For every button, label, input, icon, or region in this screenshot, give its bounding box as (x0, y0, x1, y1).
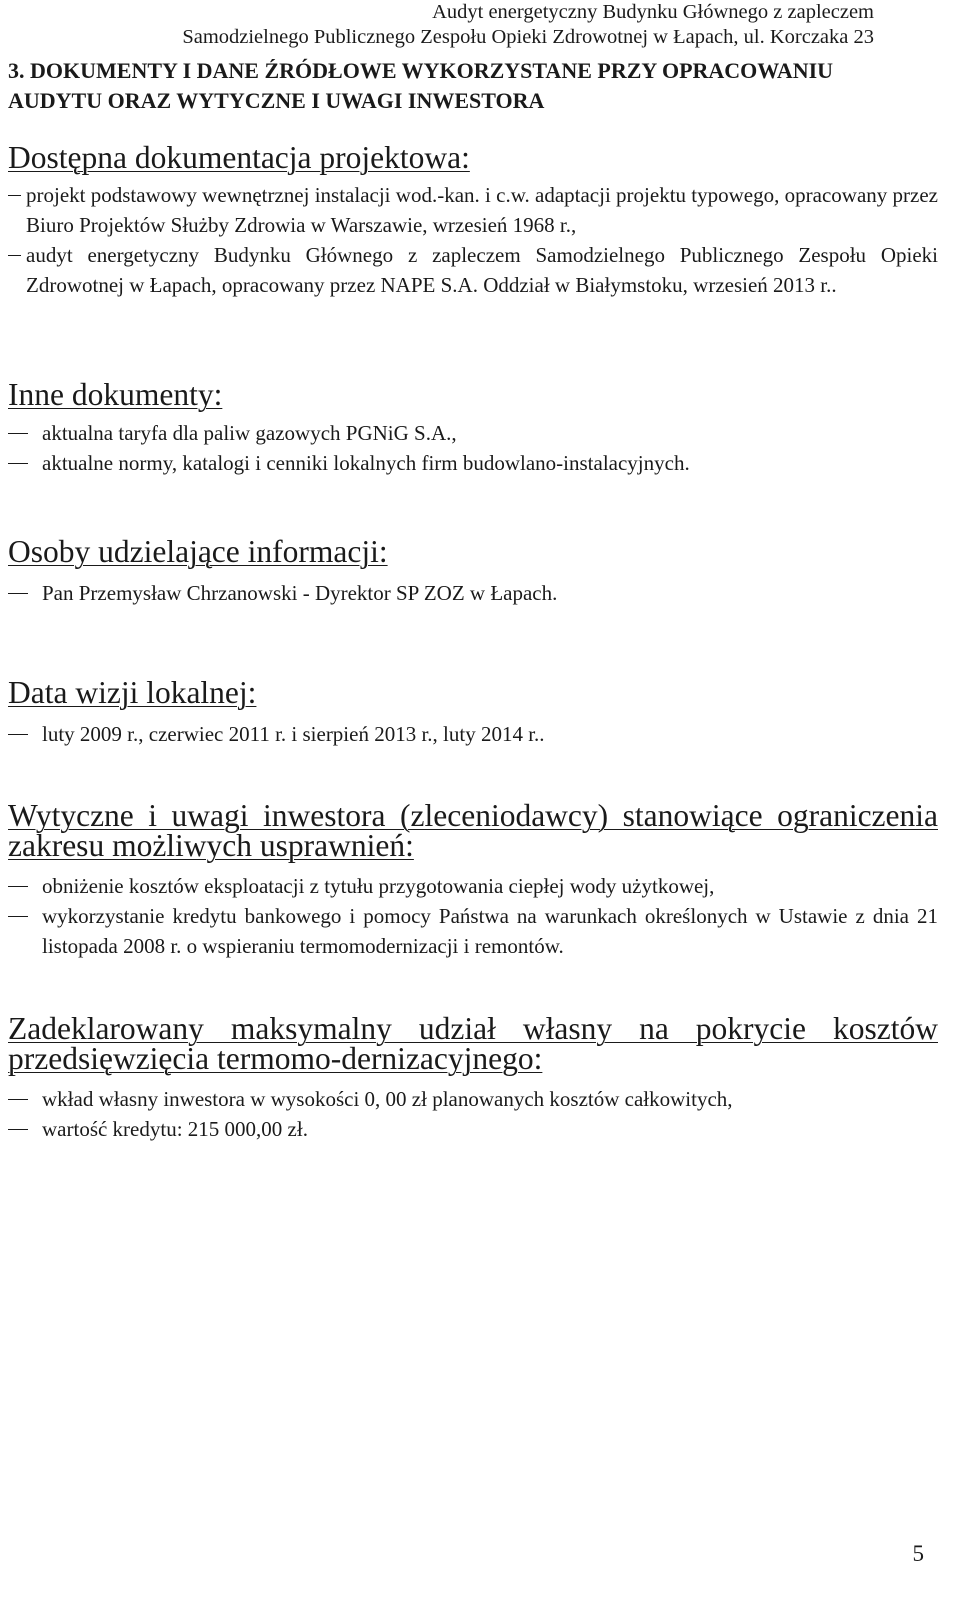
page-number: 5 (912, 1541, 924, 1566)
list-item: Pan Przemysław Chrzanowski - Dyrektor SP ZOZ w Łapach. (8, 578, 938, 608)
list-item: wkład własny inwestora w wysokości 0, 00 zł planowanych kosztów całkowitych, (8, 1084, 938, 1114)
list-informants (8, 578, 938, 608)
heading-other-docs: Inne dokumenty: (8, 377, 223, 412)
list-design-docs (8, 180, 938, 300)
list-item: aktualne normy, katalogi i cenniki lokalnych firm budowlano-instalacyjnych. (8, 448, 938, 478)
list-item: wykorzystanie kredytu bankowego i pomocy Państwa na warunkach określonych w Ustawie z dnia 21 listopada 2008 r. o wspieraniu termomodernizacji i remontów. (8, 901, 938, 961)
running-header (182, 0, 874, 50)
heading-site-visit: Data wizji lokalnej: (8, 675, 257, 710)
list-item: luty 2009 r., czerwiec 2011 r. i sierpień 2013 r., luty 2014 r.. (8, 719, 938, 749)
heading-own-share: Zadeklarowany maksymalny udział własny na pokrycie kosztów przedsięwzięcia termomo-dernizacyjnego: (8, 1011, 938, 1076)
list-other-docs (8, 418, 938, 478)
section-title: 3. DOKUMENTY I DANE ŹRÓDŁOWE WYKORZYSTANE PRZY OPRACOWANIU AUDYTU ORAZ WYTYCZNE I UWAGI INWESTORA (8, 58, 834, 113)
list-item: audyt energetyczny Budynku Głównego z zapleczem Samodzielnego Publicznego Zespołu Opieki Zdrowotnej w Łapach, opracowany przez NAPE S.A. Oddział w Białymstoku, wrzesień 2013 r.. (8, 240, 938, 300)
heading-guidelines: Wytyczne i uwagi inwestora (zleceniodawcy) stanowiące ograniczenia zakresu możliwych usprawnień: (8, 798, 938, 863)
heading-informants: Osoby udzielające informacji: (8, 534, 388, 569)
list-item: wartość kredytu: 215 000,00 zł. (8, 1114, 938, 1144)
list-item: aktualna taryfa dla paliw gazowych PGNiG S.A., (8, 418, 938, 448)
list-item: projekt podstawowy wewnętrznej instalacji wod.-kan. i c.w. adaptacji projektu typowego, opracowany przez Biuro Projektów Służby Zdrowia w Warszawie, wrzesień 1968 r., (8, 180, 938, 240)
heading-design-docs: Dostępna dokumentacja projektowa: (8, 140, 470, 175)
list-own-share (8, 1084, 938, 1144)
header-line-1: Audyt energetyczny Budynku Głównego z zapleczem (432, 1, 874, 23)
list-site-visit (8, 719, 938, 749)
header-line-2: Samodzielnego Publicznego Zespołu Opieki Zdrowotnej w Łapach, ul. Korczaka 23 (182, 26, 874, 48)
list-guidelines (8, 871, 938, 961)
list-item: obniżenie kosztów eksploatacji z tytułu przygotowania ciepłej wody użytkowej, (8, 871, 938, 901)
